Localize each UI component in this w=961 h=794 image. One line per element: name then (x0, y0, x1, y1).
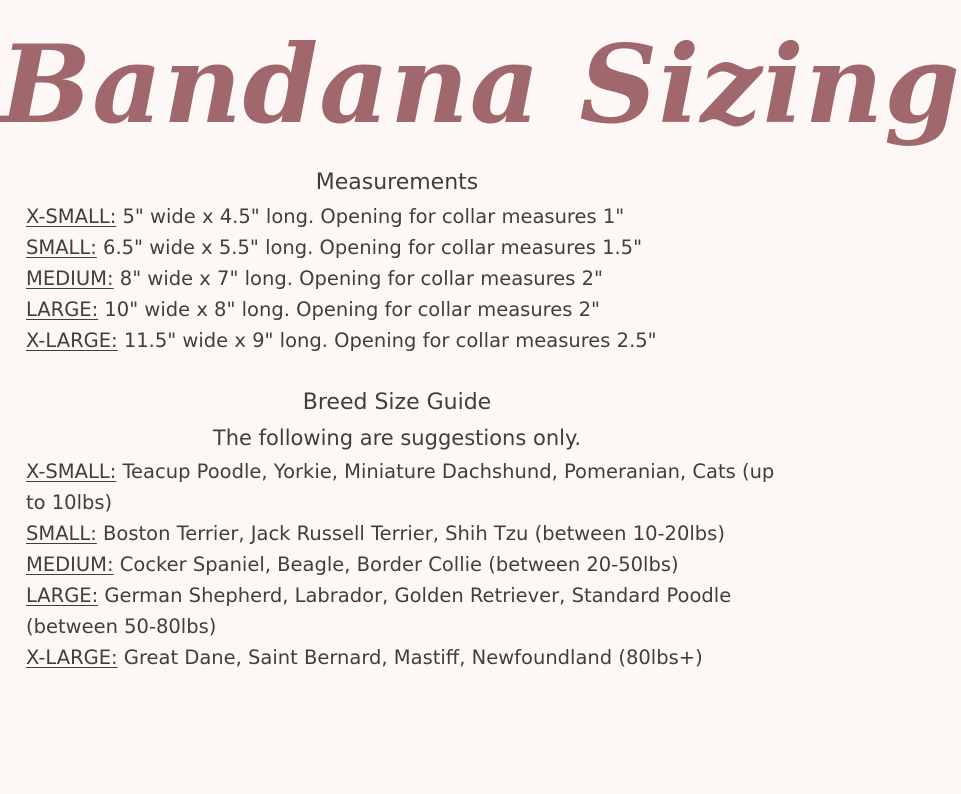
breed-guide-subheading: The following are suggestions only. (212, 426, 582, 450)
breed-text: German Shepherd, Labrador, Golden Retriever, Standard Poodle (between 50-80lbs) (26, 584, 732, 638)
size-label: X-LARGE: (26, 646, 118, 669)
breed-item-large (26, 580, 778, 642)
measurement-text: 10" wide x 8" long. Opening for collar measures 2" (98, 298, 600, 321)
size-label: LARGE: (26, 584, 99, 607)
breed-text: Boston Terrier, Jack Russell Terrier, Shih Tzu (between 10-20lbs) (96, 522, 725, 545)
measurements-heading: Measurements (315, 170, 479, 195)
breed-text: Great Dane, Saint Bernard, Mastiff, Newfoundland (80lbs+) (117, 646, 703, 669)
breed-guide-list (26, 456, 778, 673)
size-label: MEDIUM: (26, 553, 114, 576)
size-label: SMALL: (26, 236, 97, 259)
measurement-item-large (26, 294, 786, 325)
size-label: SMALL: (26, 522, 97, 545)
measurement-item-small (26, 232, 786, 263)
breed-item-xsmall (26, 456, 778, 518)
size-label: MEDIUM: (26, 267, 114, 290)
measurement-item-xlarge (26, 325, 786, 356)
size-label: X-SMALL: (26, 205, 117, 228)
measurement-text: 6.5" wide x 5.5" long. Opening for collar measures 1.5" (96, 236, 643, 259)
measurement-text: 8" wide x 7" long. Opening for collar measures 2" (113, 267, 603, 290)
breed-text: Teacup Poodle, Yorkie, Miniature Dachshund, Pomeranian, Cats (up to 10lbs) (26, 460, 775, 514)
size-label: X-SMALL: (26, 460, 117, 483)
measurements-list (26, 201, 786, 356)
page-title: Bandana Sizing (0, 22, 961, 148)
size-label: X-LARGE: (26, 329, 118, 352)
measurement-item-medium (26, 263, 786, 294)
breed-guide-heading: Breed Size Guide (302, 390, 492, 415)
size-label: LARGE: (26, 298, 99, 321)
breed-text: Cocker Spaniel, Beagle, Border Collie (between 20-50lbs) (113, 553, 679, 576)
breed-item-small (26, 518, 778, 549)
breed-item-xlarge (26, 642, 778, 673)
measurement-text: 11.5" wide x 9" long. Opening for collar measures 2.5" (117, 329, 657, 352)
measurement-item-xsmall (26, 201, 786, 232)
measurement-text: 5" wide x 4.5" long. Opening for collar measures 1" (116, 205, 625, 228)
breed-item-medium (26, 549, 778, 580)
